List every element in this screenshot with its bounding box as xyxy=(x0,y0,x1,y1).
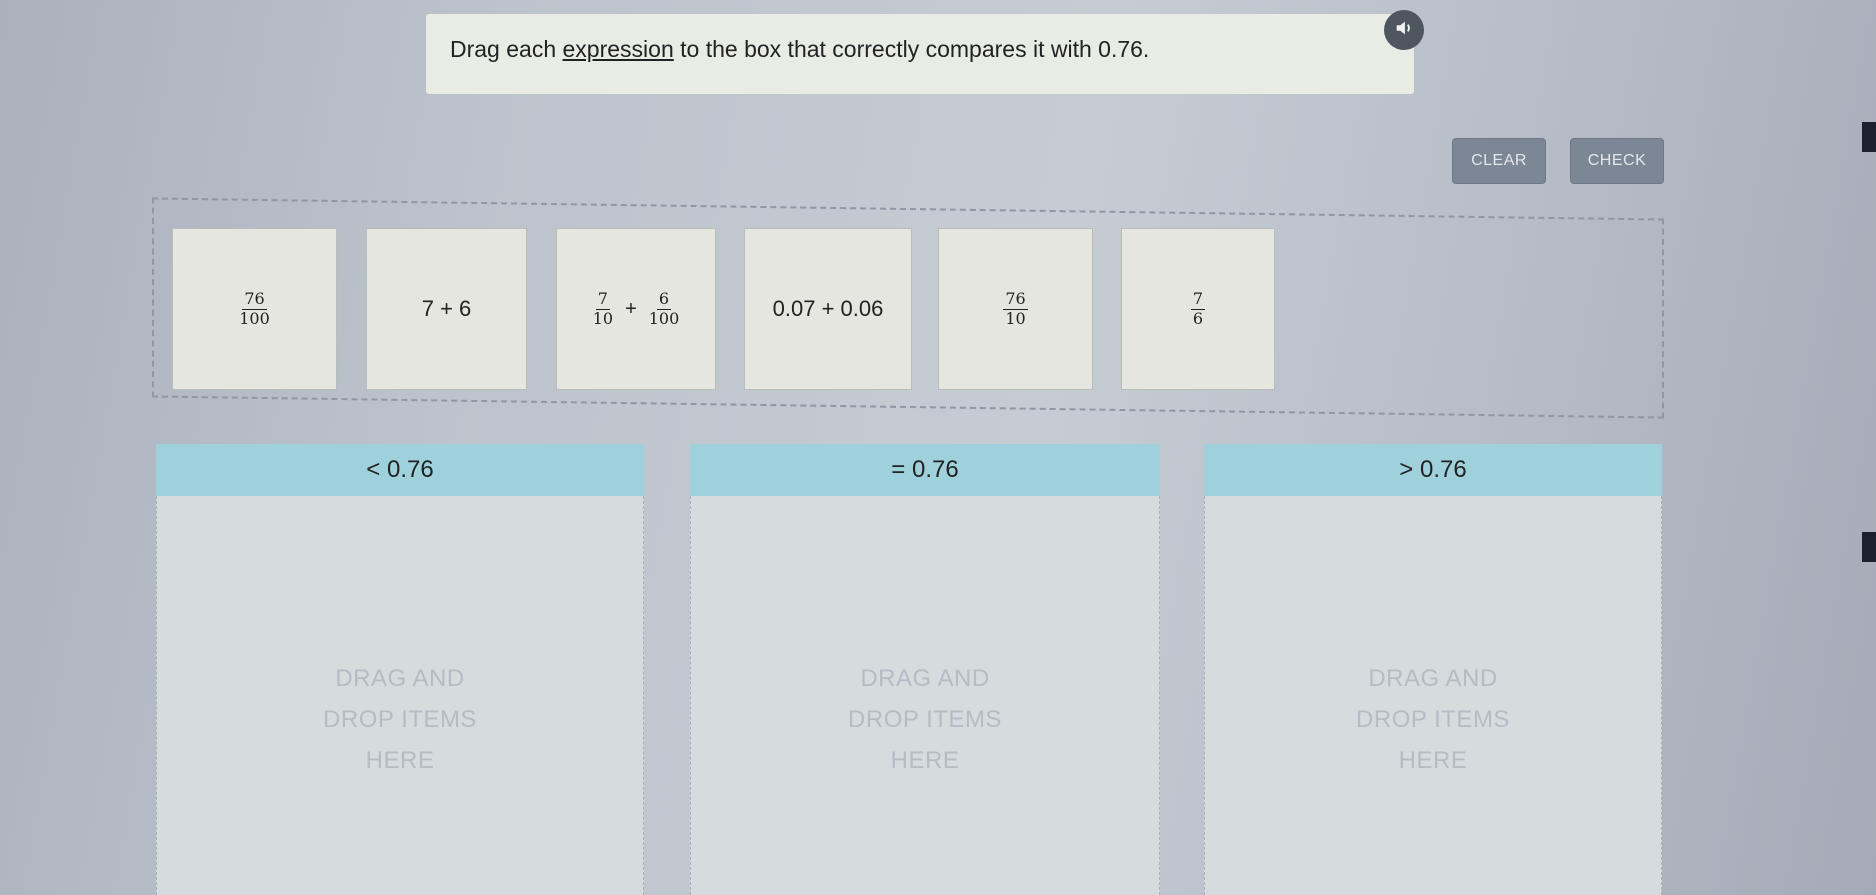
drop-placeholder: DRAG AND DROP ITEMS HERE xyxy=(323,665,477,774)
audio-button[interactable] xyxy=(1384,10,1424,50)
drop-placeholder: DRAG AND DROP ITEMS HERE xyxy=(1356,665,1510,774)
zone-header-less-than: < 0.76 xyxy=(156,444,644,496)
edge-scroll-marker xyxy=(1862,532,1876,562)
plus-sign: + xyxy=(625,297,637,320)
numerator: 7 xyxy=(1192,289,1204,309)
tile-7-over-6[interactable] xyxy=(1121,228,1275,390)
speaker-icon xyxy=(1393,17,1415,44)
tile-0.07-plus-0.06[interactable] xyxy=(744,228,912,390)
tile-7-tenths-plus-6-hundredths[interactable] xyxy=(556,228,716,390)
fraction xyxy=(237,290,272,328)
drop-zone-greater-than[interactable] xyxy=(1204,496,1662,895)
drop-zone-less-than[interactable] xyxy=(156,496,644,895)
denominator: 6 xyxy=(1192,308,1204,328)
denominator: 100 xyxy=(239,308,270,328)
numerator: 6 xyxy=(658,289,670,309)
fraction xyxy=(1191,290,1205,328)
numerator: 7 xyxy=(597,289,608,309)
fraction-second xyxy=(647,290,682,328)
fraction xyxy=(1003,290,1027,328)
zone-header-greater-than: > 0.76 xyxy=(1204,444,1662,496)
zone-header-equal: = 0.76 xyxy=(690,444,1160,496)
tile-text: 7 + 6 xyxy=(421,296,472,321)
denominator: 10 xyxy=(592,308,614,328)
edge-scroll-marker xyxy=(1862,122,1876,152)
tile-76-over-10[interactable] xyxy=(938,228,1093,390)
expression-link[interactable]: expression xyxy=(562,36,674,62)
tile-76-over-100[interactable] xyxy=(172,228,337,390)
prompt-text-after: to the box that correctly compares it with 0.76. xyxy=(673,36,1150,62)
tile-text: 0.07 + 0.06 xyxy=(772,296,884,321)
numerator: 76 xyxy=(244,289,265,309)
clear-button[interactable]: CLEAR xyxy=(1452,138,1546,184)
tile-7-plus-6[interactable] xyxy=(366,228,527,390)
drop-placeholder: DRAG AND DROP ITEMS HERE xyxy=(848,665,1002,774)
numerator: 76 xyxy=(1005,289,1026,309)
denominator: 10 xyxy=(1005,308,1026,328)
instruction-prompt xyxy=(426,14,1414,94)
fraction-first xyxy=(591,290,615,328)
drop-zone-equal[interactable] xyxy=(690,496,1160,895)
denominator: 100 xyxy=(648,308,680,328)
prompt-text-before: Drag each xyxy=(450,36,563,62)
check-button[interactable]: CHECK xyxy=(1570,138,1664,184)
